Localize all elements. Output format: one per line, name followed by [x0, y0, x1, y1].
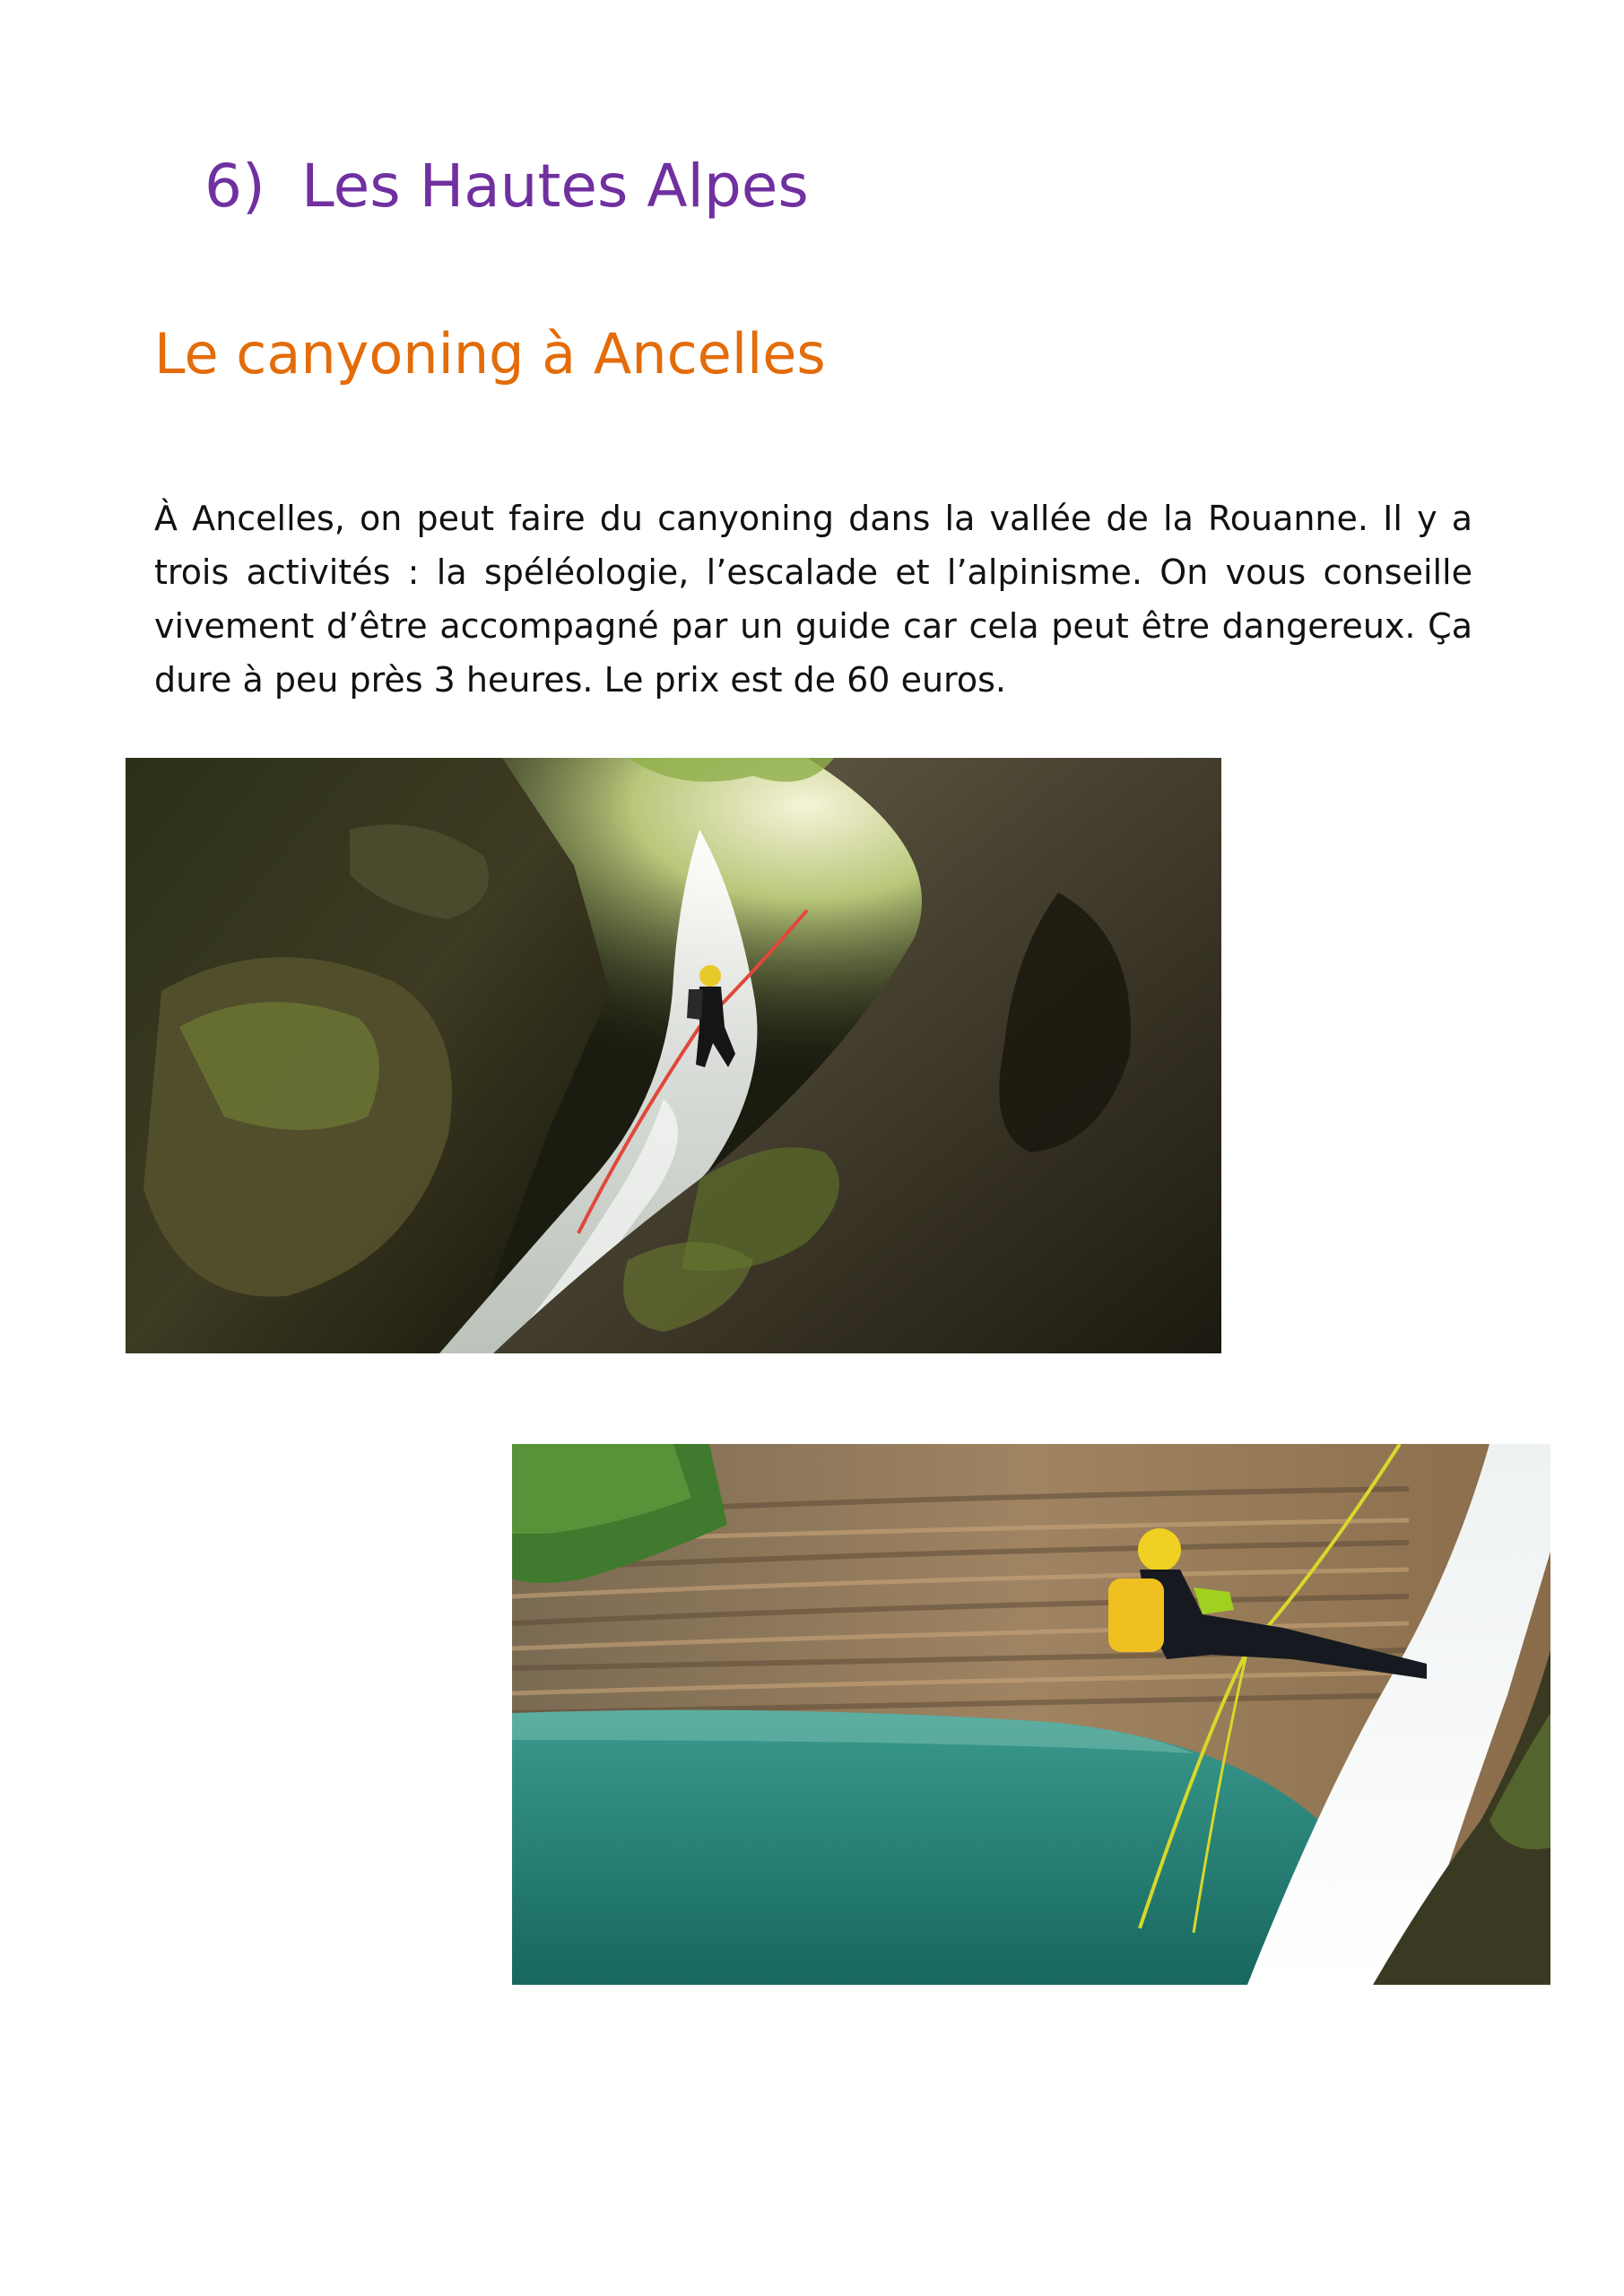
body-paragraph: À Ancelles, on peut faire du canyoning dans la vallée de la Rouanne. Il y a trois activités : la spéléologie, l’escalade et l’alpinisme. On vous conseille vivement d’être accompagné par un guide car cela peut être dangereux. Ça dure à peu près 3 heures. Le prix est de 60 euros. [154, 499, 1472, 700]
photo-canyon-waterfall-rappel-illustration [126, 758, 1221, 1353]
photo-rappel-into-pool [512, 1444, 1550, 1985]
photo-rappel-into-pool-illustration [512, 1444, 1550, 1985]
section-heading [204, 151, 809, 222]
subsection-title: Le canyoning à Ancelles [154, 321, 826, 387]
section-title: Les Hautes Alpes [301, 152, 809, 221]
section-number: 6) [204, 152, 265, 221]
photo-canyon-waterfall-rappel [126, 758, 1221, 1353]
